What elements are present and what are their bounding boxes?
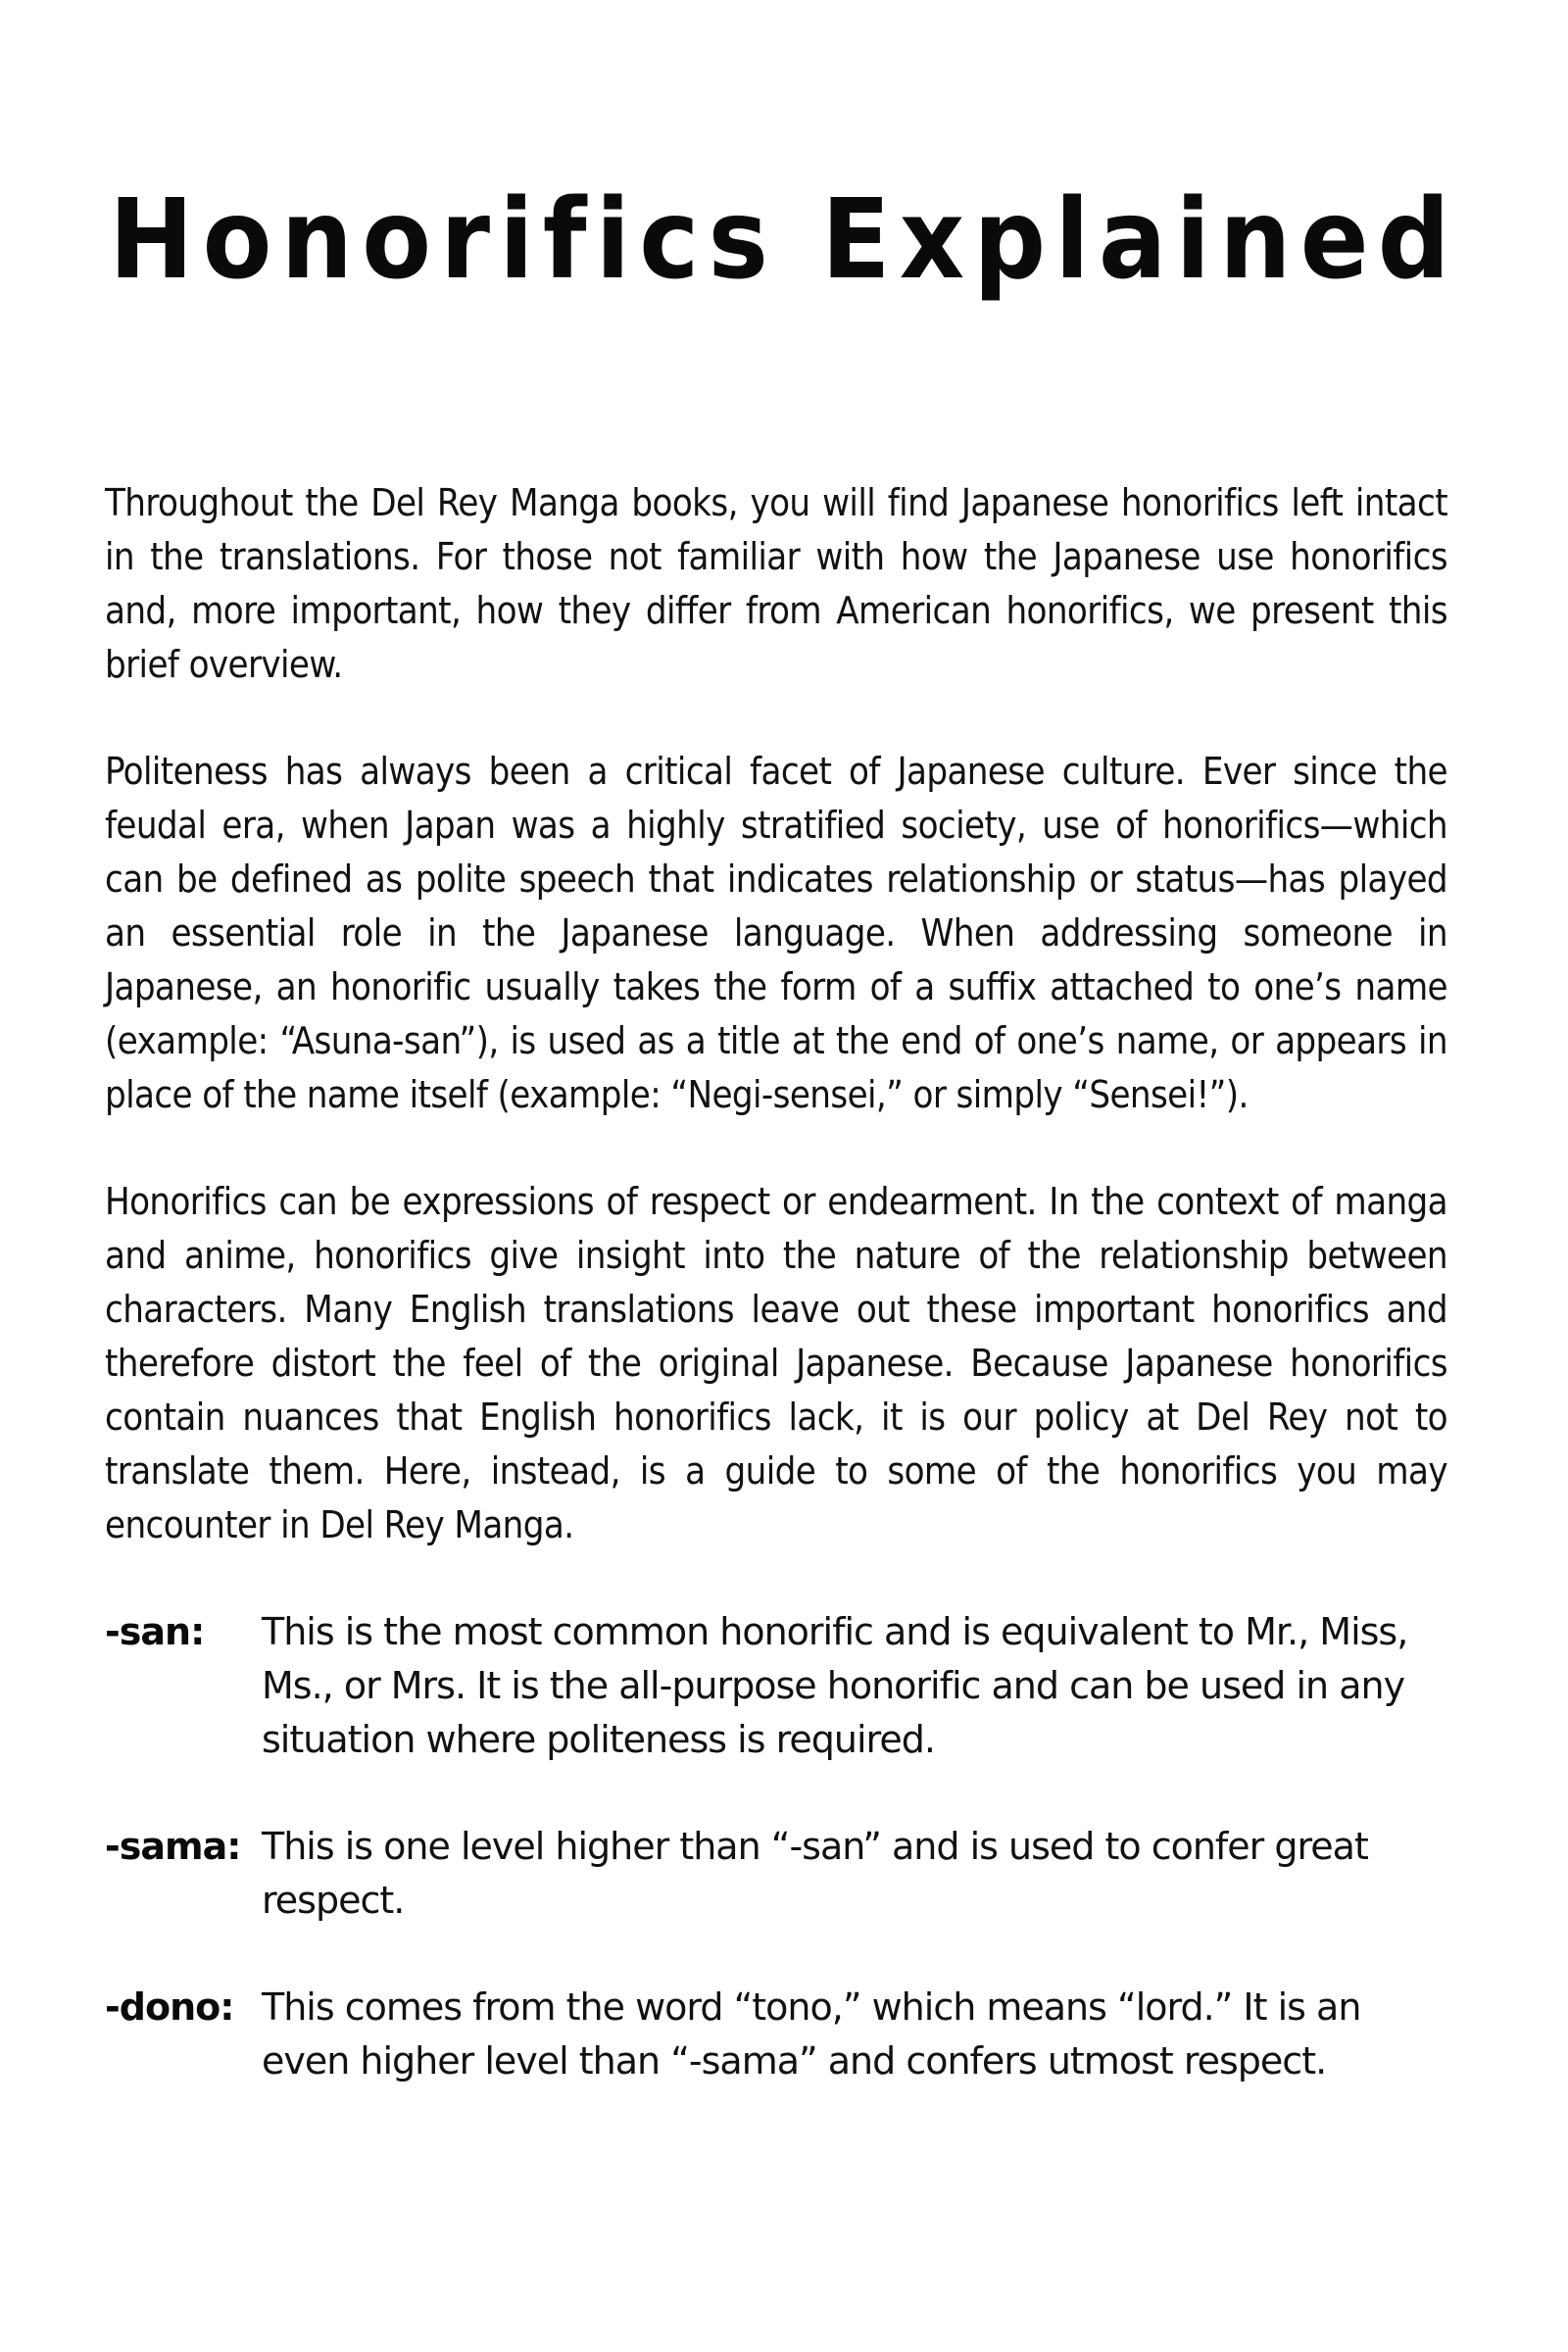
page-title: Honorifics Explained — [109, 176, 1459, 305]
intro-paragraph: Throughout the Del Rey Manga books, you will find Japanese honorifics left intact in the translations. For those not familiar with how the Japanese use honorifics and, more important, how they differ from American honorifics, we present this brief overview. — [105, 481, 1447, 686]
definition-text: This is one level higher than “-san” and is used to confer great respect. — [262, 1825, 1368, 1922]
document-body — [105, 476, 1447, 2141]
definition-sama — [105, 1820, 1447, 1928]
definition-dono — [105, 1981, 1447, 2088]
definition-text: This is the most common honorific and is equivalent to Mr., Miss, Ms., or Mrs. It is the all-purpose honorific and can be used in any situation where politeness is required. — [262, 1610, 1408, 1761]
expressions-paragraph: Honorifics can be expressions of respect or endearment. In the context of manga and anime, honorifics give insight into the nature of the relationship between characters. Many English translations leave out these important honorifics and therefore distort the feel of the original Japanese. Because Japanese honorifics contain nuances that English honorifics lack, it is our policy at Del Rey not to translate them. Here, instead, is a guide to some of the honorifics you may encounter in Del Rey Manga. — [105, 1180, 1447, 1546]
definition-term: -dono: — [105, 1985, 234, 2029]
definition-term: -sama: — [105, 1825, 241, 1868]
definition-term: -san: — [105, 1610, 205, 1653]
politeness-paragraph: Politeness has always been a critical facet of Japanese culture. Ever since the feudal era, when Japan was a highly stratified society, use of honorifics—which can be defined as polite speech that indicates relationship or status—has played an essential role in the Japanese language. When addressing someone in Japanese, an honorific usually takes the form of a suffix attached to one’s name (example: “Asuna-san”), is used as a title at the end of one’s name, or appears in place of the name itself (example: “Negi-sensei,” or simply “Sensei!”). — [105, 750, 1447, 1116]
definition-san — [105, 1605, 1447, 1767]
definition-text: This comes from the word “tono,” which means “lord.” It is an even higher level than “-sama” and confers utmost respect. — [262, 1985, 1361, 2082]
